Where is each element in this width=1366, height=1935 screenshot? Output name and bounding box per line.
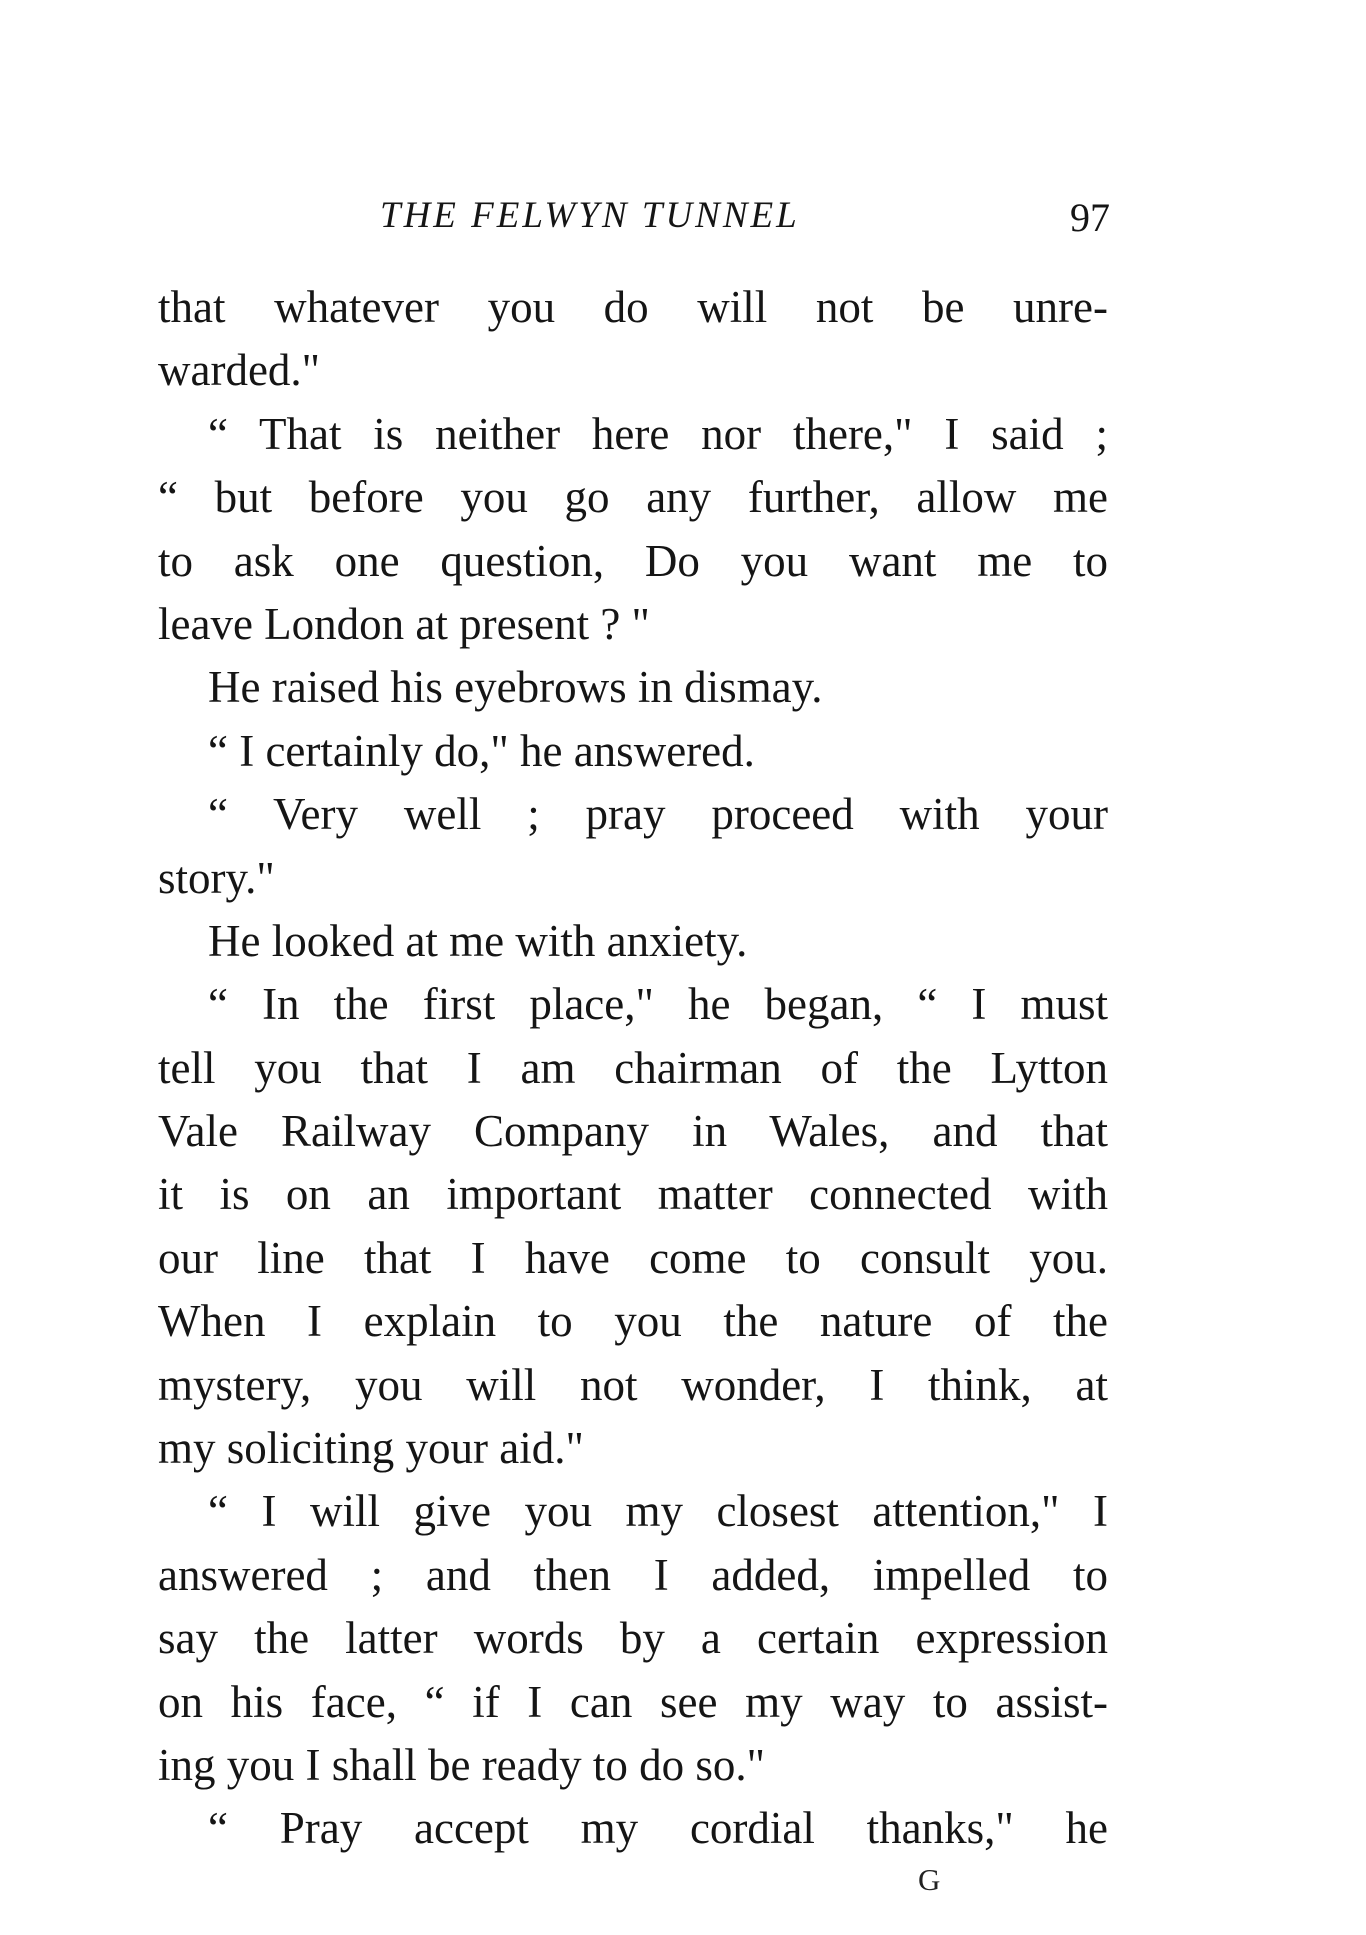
text-line: on his face, “ if I can see my way to assist- xyxy=(158,1676,1108,1727)
text-line: ing you I shall be ready to do so." xyxy=(158,1739,766,1790)
text-line: say the latter words by a certain expression xyxy=(158,1613,1108,1664)
text-line: leave London at present ? " xyxy=(158,598,650,649)
text-line: my soliciting your aid." xyxy=(158,1423,584,1474)
running-title: THE FELWYN TUNNEL xyxy=(380,195,800,236)
text-line: story." xyxy=(158,852,275,903)
text-line: mystery, you will not wonder, I think, at xyxy=(158,1359,1108,1410)
text-line: Vale Railway Company in Wales, and that xyxy=(158,1106,1108,1157)
running-head xyxy=(150,190,1110,250)
text-line: to ask one question, Do you want me to xyxy=(158,535,1108,586)
text-line: He raised his eyebrows in dismay. xyxy=(208,662,823,713)
text-line: He looked at me with anxiety. xyxy=(208,915,748,966)
signature-mark: G xyxy=(918,1862,941,1897)
text-line: answered ; and then I added, impelled to xyxy=(158,1549,1108,1600)
text-line: that whatever you do will not be unre- xyxy=(158,282,1108,332)
text-line: “ but before you go any further, allow me xyxy=(158,472,1108,523)
text-line: our line that I have come to consult you. xyxy=(158,1232,1108,1283)
text-line: “ In the first place," he began, “ I must xyxy=(208,979,1108,1030)
text-line: tell you that I am chairman of the Lytton xyxy=(158,1042,1108,1093)
page-number: 97 xyxy=(1070,195,1110,240)
text-line: “ I certainly do," he answered. xyxy=(208,725,755,776)
text-line: “ Very well ; pray proceed with your xyxy=(208,789,1108,840)
text-line: “ Pray accept my cordial thanks," he xyxy=(208,1803,1108,1854)
text-line: When I explain to you the nature of the xyxy=(158,1296,1108,1347)
text-line: it is on an important matter connected with xyxy=(158,1169,1108,1220)
text-line: “ I will give you my closest attention," I xyxy=(208,1486,1108,1537)
text-line: “ That is neither here nor there," I said ; xyxy=(208,408,1108,459)
body-text xyxy=(158,276,1108,1861)
text-line: warded." xyxy=(158,345,321,396)
